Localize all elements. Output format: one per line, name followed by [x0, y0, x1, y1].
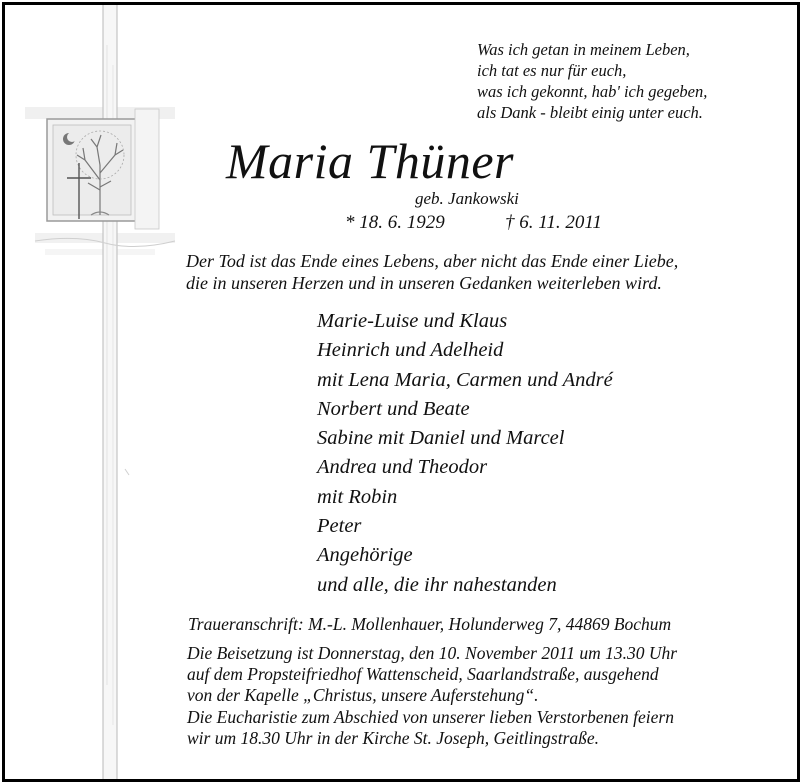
mourner-entry: mit Lena Maria, Carmen und André — [317, 368, 613, 391]
poem-line: Was ich getan in meinem Leben, — [477, 40, 690, 59]
funeral-line: Die Beisetzung ist Donnerstag, den 10. November 2011 um 13.30 Uhr — [187, 643, 678, 663]
mourner-entry: und alle, die ihr nahestanden — [317, 573, 557, 596]
deceased-name: Maria Thüner — [226, 133, 514, 189]
funeral-line: wir um 18.30 Uhr in der Kirche St. Joseph, Geitlingstraße. — [187, 727, 600, 748]
poem-line: als Dank - bleibt einig unter euch. — [477, 103, 703, 122]
memorial-quote — [186, 250, 786, 294]
mourning-address: Traueranschrift: M.-L. Mollenhauer, Holunderweg 7, 44869 Bochum — [188, 614, 672, 634]
mourner-entry: Marie-Luise und Klaus — [317, 310, 508, 332]
mourner-entry: Heinrich und Adelheid — [317, 339, 504, 362]
maiden-name: geb. Jankowski — [415, 189, 519, 208]
death-date: † 6. 11. 2011 — [505, 212, 602, 233]
mourner-entry: Norbert und Beate — [317, 397, 470, 420]
mourner-entry: Angehörige — [317, 544, 413, 567]
deceased-name-container — [5, 133, 800, 189]
birth-date: * 18. 6. 1929 — [345, 212, 445, 233]
mourner-entry: Andrea und Theodor — [317, 456, 488, 479]
decorative-artwork — [5, 5, 185, 779]
obituary-notice — [2, 2, 800, 782]
mourner-entry: Peter — [317, 515, 362, 538]
mourner-entry: Sabine mit Daniel und Marcel — [317, 427, 565, 450]
mourner-entry: mit Robin — [317, 485, 398, 508]
funeral-details — [187, 643, 787, 749]
mourners-list — [317, 307, 777, 600]
quote-line: Der Tod ist das Ende eines Lebens, aber nicht das Ende einer Liebe, — [186, 251, 679, 271]
funeral-line: von der Kapelle „Christus, unsere Auferstehung“. — [187, 685, 539, 706]
poem-line: ich tat es nur für euch, — [477, 61, 627, 80]
funeral-line: Die Eucharistie zum Abschied von unserer lieben Verstorbenen feiern — [187, 706, 674, 727]
funeral-line: auf dem Propsteifriedhof Wattenscheid, Saarlandstraße, ausgehend — [187, 664, 659, 685]
quote-line: die in unseren Herzen und in unseren Gedanken weiterleben wird. — [186, 273, 662, 293]
poem-line: was ich gekonnt, hab' ich gegeben, — [477, 82, 708, 101]
poem — [477, 39, 777, 123]
